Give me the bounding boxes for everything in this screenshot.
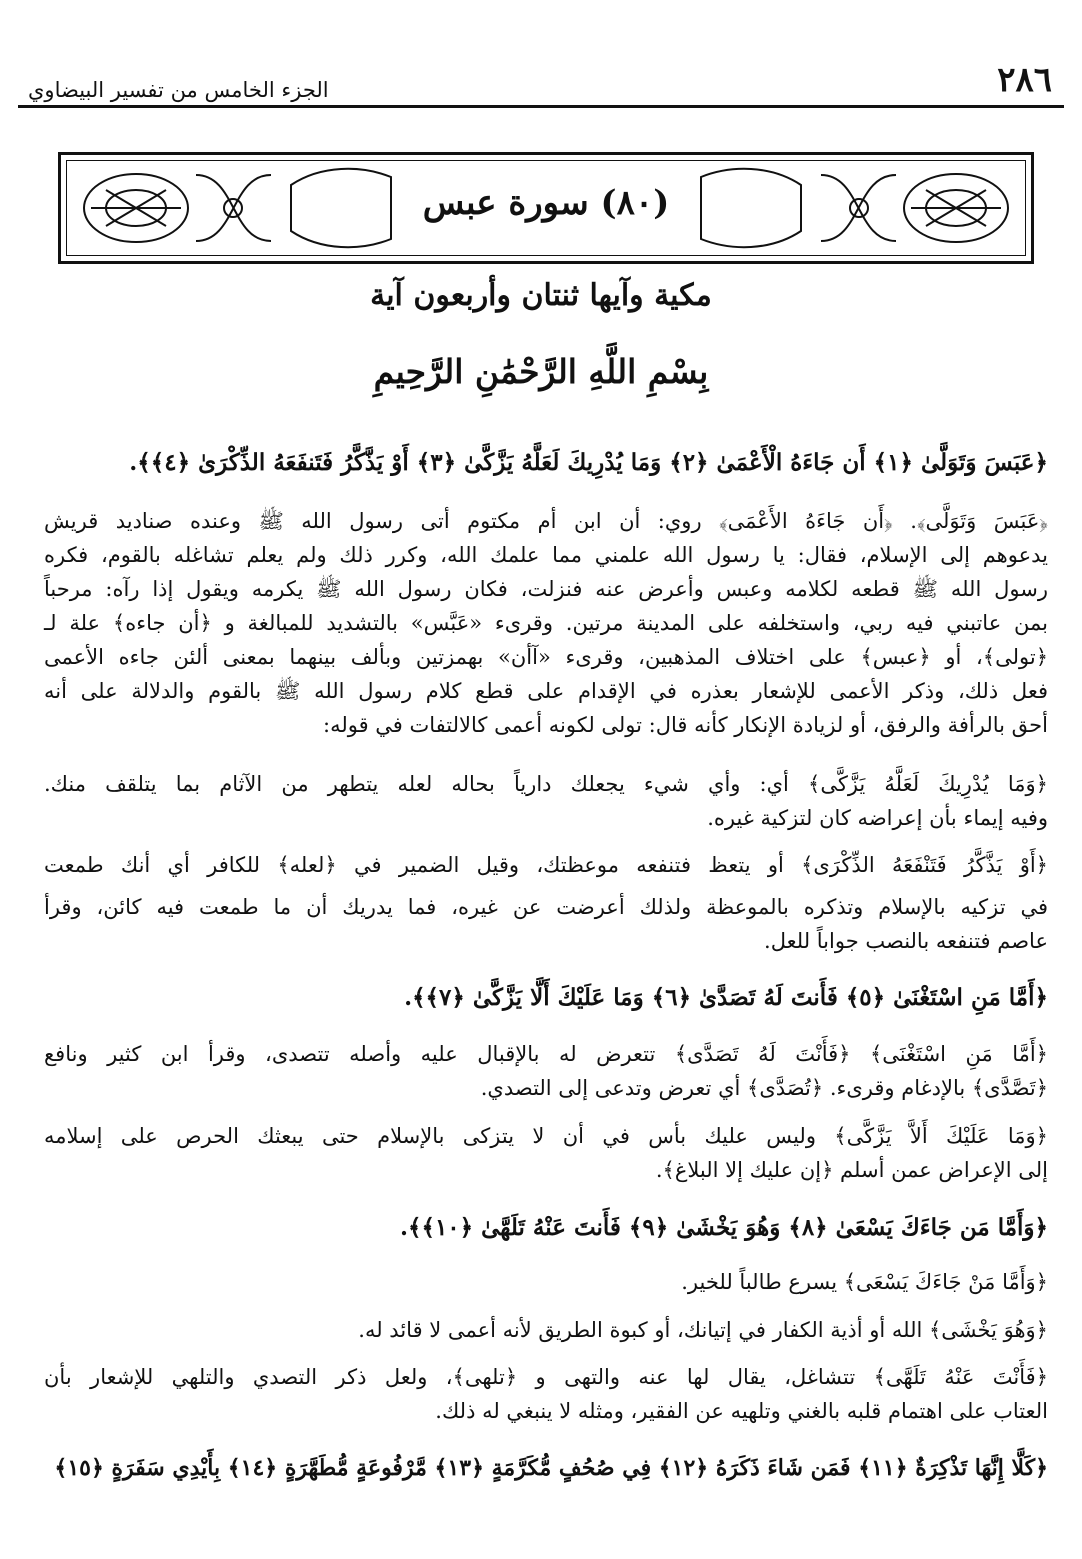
text-line: ﴿وَهُوَ يَخْشَى﴾ الله أو أذية الكفار في إتيانك، أو كبوة الطريق لأنه أعمى لا قائد له. [358,1318,1048,1342]
verse-line: ﴿وَأَمَّا مَن جَاءَكَ يَسْعَىٰ ﴿٨﴾ وَهُوَ يَخْشَىٰ ﴿٩﴾ فَأَنتَ عَنْهُ تَلَهَّىٰ ﴿١٠﴾﴾. [399,1214,1048,1241]
text-line: ﴿عَبَسَ وَتَوَلَّى﴾. ﴿أَن جَاءَهُ الأَعْمَى﴾ روي: أن ابن أم مكتوم أتى رسول الله ﷺ وعنده صناديد قريش [44,509,1048,533]
text-line: ﴿تولى﴾، أو ﴿عبس﴾ على اختلاف المذهبين، وقرىء «آأن» بهمزتين وبألف بينهما بمعنى ألئن جاءه الأعمى [44,645,1048,669]
text-line: بمن عاتبني فيه ربي، واستخلفه على المدينة مرتين. وقرىء «عَبَّس» بالتشديد للمبالغة و ﴿أن جاءه﴾ علة لـ [44,611,1048,635]
page-number: ٢٨٦ [997,60,1052,100]
basmala: بِسْمِ اللَّهِ الرَّحْمَٰنِ الرَّحِيمِ [373,352,709,391]
text-line: في تزكيه بالإسلام وتذكره بالموعظة ولذلك أعرضت عن غيره، فما يدريك أن ما طمعت فيه كائن، وقرأ [44,895,1048,919]
text-line: ﴿تَصَّدَّى﴾ بالإدغام وقرىء. ﴿تُصَدَّى﴾ أي تعرض وتدعى إلى التصدي. [480,1076,1048,1100]
header-rule [18,105,1064,108]
text-line: العتاب على اهتمام قلبه بالغني وتلهيه عن الفقير، ومثله لا ينبغي له ذلك. [435,1399,1048,1423]
surah-banner [58,152,1034,264]
text-line: ﴿فَأَنْتَ عَنْهُ تَلَهَّى﴾ تتشاغل، يقال لها عنه والتهى و ﴿تلهى﴾، ولعل ذكر التصدي والتلهي للإشعار بأن [44,1365,1048,1389]
surah-subtitle: مكية وآيها ثنتان وأربعون آية [370,278,712,313]
text-line: يدعوهم إلى الإسلام، فقال: يا رسول الله علمني مما علمك الله، وكرر ذلك ولم يعلم تشاغله بالقوم، فكره [44,543,1048,567]
running-title: الجزء الخامس من تفسير البيضاوي [28,78,329,102]
text-line: رسول الله ﷺ قطعه لكلامه وعبس وأعرض عنه فنزلت، فكان رسول الله ﷺ يكرمه ويقول إذا رآه: مرحباً [44,577,1048,601]
text-line: فعل ذلك، وذكر الأعمى للإشعار بعذره في الإقدام على قطع كلام رسول الله ﷺ بالقوم والدلالة على أنه [44,679,1048,703]
text-line: ﴿وَمَا عَلَيْكَ أَلاَّ يَزَّكَّى﴾ وليس عليك بأس في أن لا يتزكى بالإسلام حتى يبعثك الحرص على إسلامه [44,1124,1048,1148]
text-line: ﴿أَوْ يَذَّكَّرُ فَتَنْفَعَهُ الذِّكْرَى﴾ أو يتعظ فتنفعه موعظتك، وقيل الضمير في ﴿لعله﴾ للكافر أي أنك طمعت [44,853,1048,877]
text-line: ﴿أَمَّا مَنِ اسْتَغْنَى﴾ ﴿فَأَنْتَ لَهُ تَصَدَّى﴾ تتعرض له بالإقبال عليه وأصله تتصدى، وقرأ ابن كثير ونافع [44,1042,1048,1066]
text-line: ﴿وَمَا يُدْرِيكَ لَعَلَّهُ يَزَّكَّى﴾ أي: وأي شيء يجعلك دارياً بحاله لعله يتطهر من الآثام بما يتلقف منك. [44,772,1048,796]
verse-line: ﴿كَلَّا إِنَّهَا تَذْكِرَةٌ ﴿١١﴾ فَمَن شَاءَ ذَكَرَهُ ﴿١٢﴾ فِي صُحُفٍ مُّكَرَّمَةٍ ﴿١٣﴾ مَّرْفُوعَةٍ مُّطَهَّرَةٍ ﴿١٤﴾ بِأَيْدِي سَفَرَةٍ ﴿١٥﴾ [54,1455,1048,1481]
text-line: أحق بالرأفة والرفق، أو لزيادة الإنكار كأنه قال: تولى لكونه أعمى كالالتفات في قوله: [323,713,1048,737]
surah-title: (٨٠) سورة عبس [422,183,670,223]
text-line: وفيه إيماء بأن إعراضه كان لتزكية غيره. [707,806,1048,830]
text-line: عاصم فتنفعه بالنصب جواباً للعل. [764,929,1048,953]
verse-line: ﴿أَمَّا مَنِ اسْتَغْنَىٰ ﴿٥﴾ فَأَنتَ لَهُ تَصَدَّىٰ ﴿٦﴾ وَمَا عَلَيْكَ أَلَّا يَزَّكَّىٰ ﴿٧﴾﴾. [404,984,1048,1011]
text-line: إلى الإعراض عمن أسلم ﴿إن عليك إلا البلاغ﴾. [655,1158,1048,1182]
verse-line: ﴿عَبَسَ وَتَوَلَّىٰ ﴿١﴾ أَن جَاءَهُ الْأَعْمَىٰ ﴿٢﴾ وَمَا يُدْرِيكَ لَعَلَّهُ يَزَّكَّىٰ ﴿٣﴾ أَوْ يَذَّكَّرُ فَتَنفَعَهُ الذِّكْرَىٰ ﴿٤﴾﴾. [129,449,1048,476]
text-line: ﴿وَأَمَّا مَنْ جَاءَكَ يَسْعَى﴾ يسرع طالباً للخير. [681,1270,1048,1294]
page-header [18,60,1064,104]
